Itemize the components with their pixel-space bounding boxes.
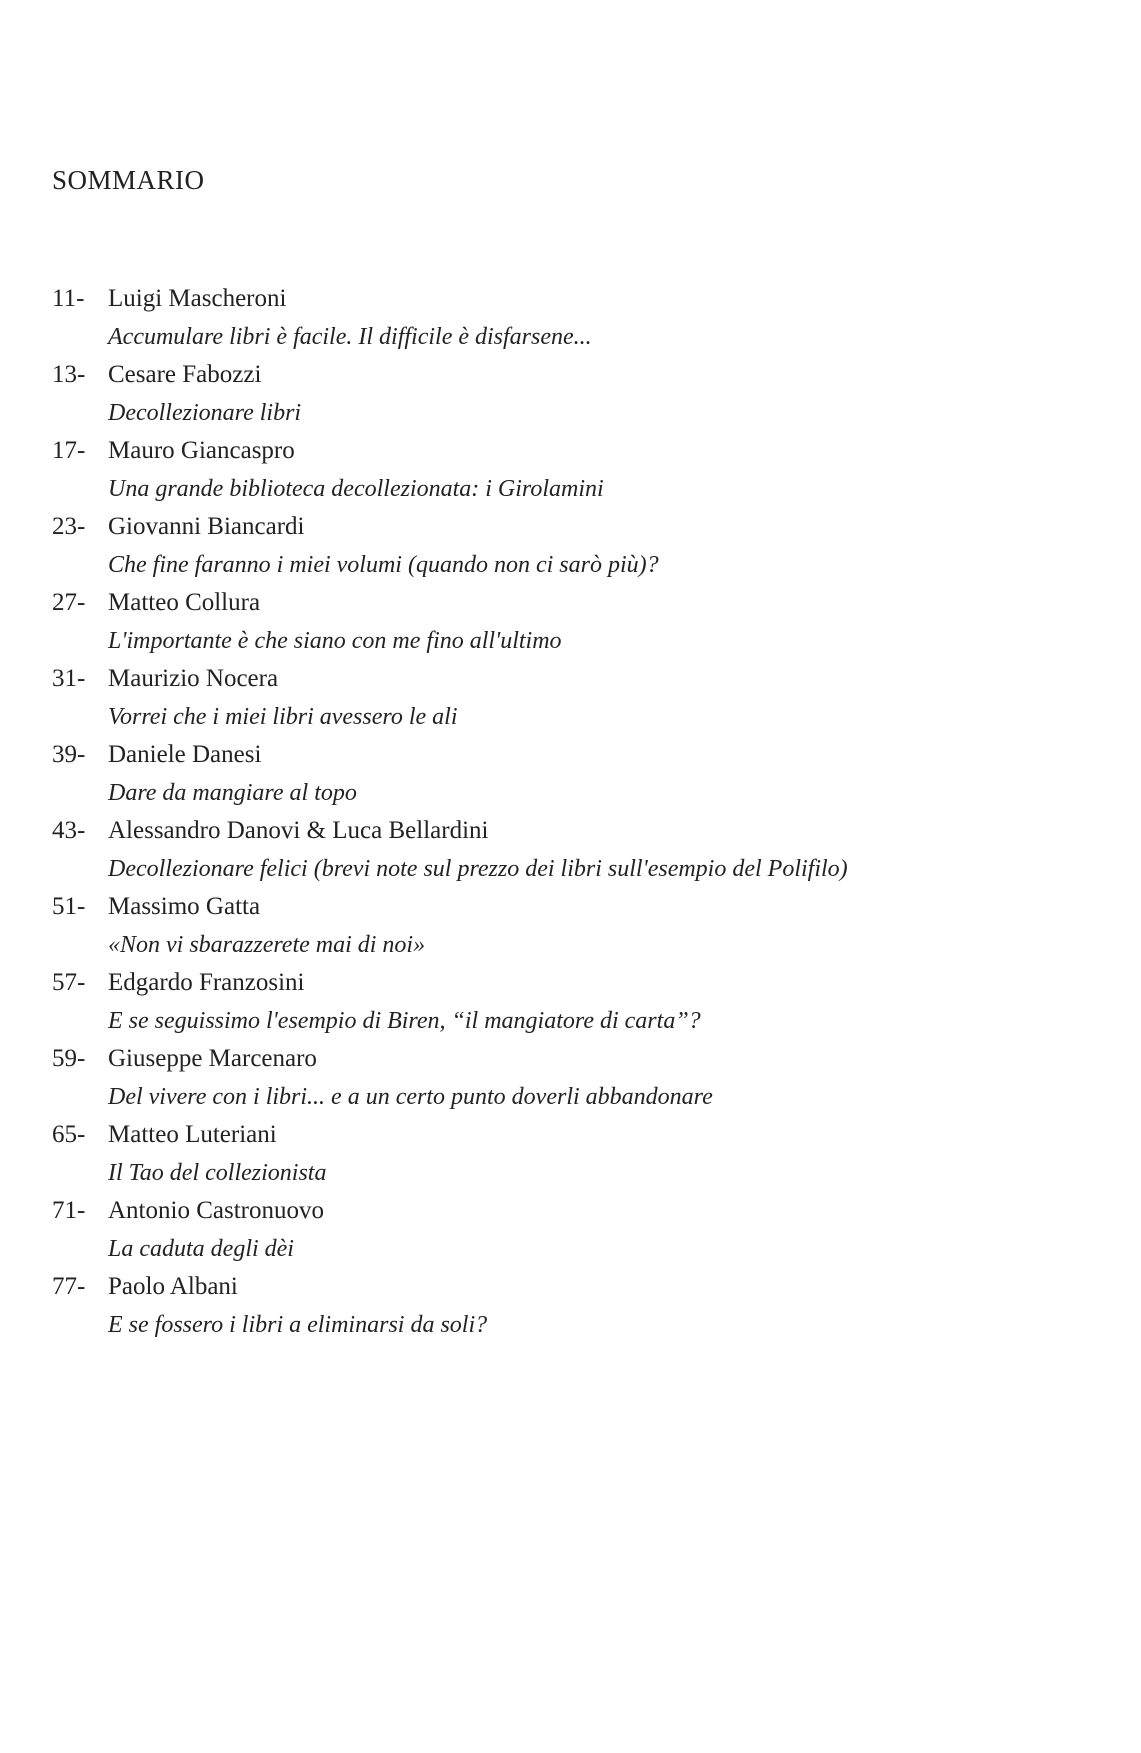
toc-author: Alessandro Danovi & Luca Bellardini	[108, 817, 489, 844]
toc-author: Massimo Gatta	[108, 893, 261, 920]
toc-author: Giovanni Biancardi	[108, 513, 305, 540]
toc-title: Accumulare libri è facile. Il difficile è disfarsene...	[108, 324, 592, 350]
toc-author: Cesare Fabozzi	[108, 361, 262, 388]
toc-title: E se seguissimo l'esempio di Biren, “il mangiatore di carta”?	[108, 1008, 701, 1034]
toc-entry	[52, 1192, 1052, 1268]
toc-title: La caduta degli dèi	[108, 1236, 294, 1262]
toc-author: Giuseppe Marcenaro	[108, 1045, 317, 1072]
toc-page-number: 23-	[52, 513, 86, 540]
toc-entry	[52, 812, 1052, 888]
toc-author: Antonio Castronuovo	[108, 1197, 324, 1224]
toc-page-number: 65-	[52, 1121, 86, 1148]
toc-entry	[52, 356, 1052, 432]
toc-author: Maurizio Nocera	[108, 665, 279, 692]
toc-entry	[52, 736, 1052, 812]
toc-author: Matteo Collura	[108, 589, 261, 616]
toc-entry	[52, 508, 1052, 584]
toc-entry	[52, 432, 1052, 508]
toc-author: Matteo Luteriani	[108, 1121, 277, 1148]
toc-author: Luigi Mascheroni	[108, 285, 287, 312]
toc-title: Del vivere con i libri... e a un certo punto doverli abbandonare	[108, 1084, 713, 1110]
toc-title: L'importante è che siano con me fino all'ultimo	[108, 628, 562, 654]
toc-title: Dare da mangiare al topo	[108, 780, 357, 806]
toc-page-number: 57-	[52, 969, 86, 996]
toc-entry	[52, 1040, 1052, 1116]
toc-entry	[52, 1116, 1052, 1192]
toc-author: Paolo Albani	[108, 1273, 238, 1300]
toc-page-number: 51-	[52, 893, 86, 920]
toc-title: Il Tao del collezionista	[108, 1160, 327, 1186]
toc-page-number: 43-	[52, 817, 86, 844]
toc-entry	[52, 1268, 1052, 1344]
toc-entry	[52, 584, 1052, 660]
toc-entry	[52, 280, 1052, 356]
toc-page-number: 31-	[52, 665, 86, 692]
toc-entry	[52, 660, 1052, 736]
table-of-contents	[52, 280, 1052, 1344]
toc-title: Decollezionare felici (brevi note sul prezzo dei libri sull'esempio del Polifilo)	[108, 856, 848, 882]
toc-page-number: 13-	[52, 361, 86, 388]
toc-page-number: 77-	[52, 1273, 86, 1300]
toc-entry	[52, 964, 1052, 1040]
toc-title: E se fossero i libri a eliminarsi da soli?	[108, 1312, 488, 1338]
toc-author: Mauro Giancaspro	[108, 437, 295, 464]
toc-title: «Non vi sbarazzerete mai di noi»	[108, 932, 426, 958]
toc-page-number: 11-	[52, 285, 85, 312]
toc-page-number: 17-	[52, 437, 86, 464]
toc-page-number: 71-	[52, 1197, 86, 1224]
toc-title: Decollezionare libri	[108, 400, 302, 426]
toc-title: Una grande biblioteca decollezionata: i Girolamini	[108, 476, 604, 502]
toc-author: Daniele Danesi	[108, 741, 262, 768]
toc-page-number: 59-	[52, 1045, 86, 1072]
toc-title: Che fine faranno i miei volumi (quando non ci sarò più)?	[108, 552, 659, 578]
page-title: SOMMARIO	[52, 165, 205, 195]
toc-title: Vorrei che i miei libri avessero le ali	[108, 704, 458, 730]
toc-author: Edgardo Franzosini	[108, 969, 305, 996]
toc-page-number: 39-	[52, 741, 86, 768]
toc-page-number: 27-	[52, 589, 86, 616]
toc-entry	[52, 888, 1052, 964]
